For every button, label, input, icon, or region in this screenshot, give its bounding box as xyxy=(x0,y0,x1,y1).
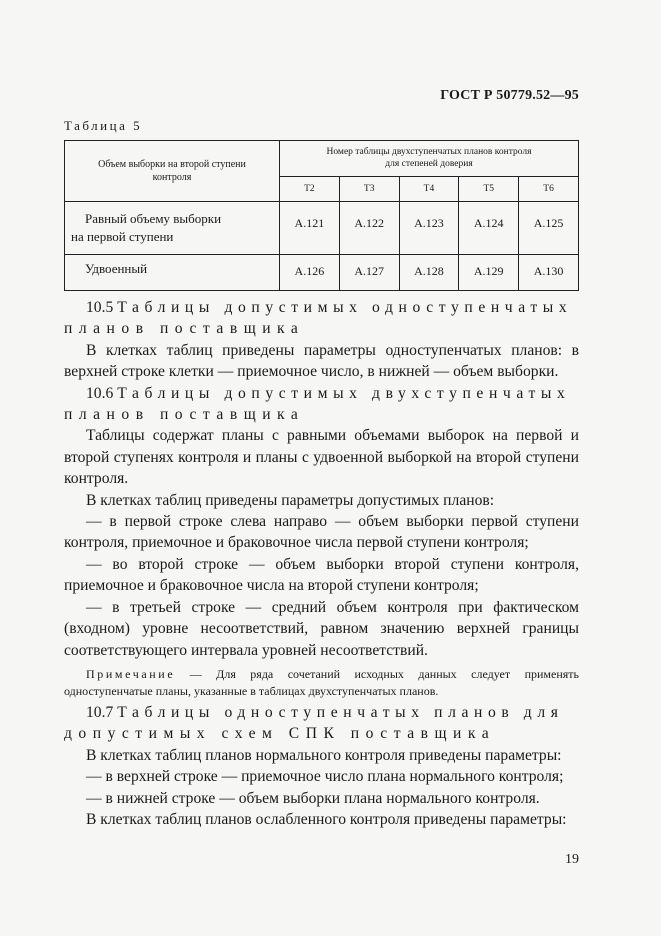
paragraph: — во второй строке — объем выборки второй ступени контроля, приемочное и браковочное числа на второй ступени контроля; xyxy=(64,555,579,595)
note xyxy=(64,666,579,700)
section-number: 10.5 xyxy=(86,299,114,316)
table-caption: Таблица 5 xyxy=(64,118,143,133)
section-10-6-heading-cont xyxy=(64,404,579,425)
document-code-header: ГОСТ Р 50779.52—95 xyxy=(440,88,579,103)
section-title: Таблицы допустимых одноступенчатых xyxy=(117,299,573,316)
section-title: Таблицы одноступенчатых планов для xyxy=(117,703,564,721)
section-title: планов поставщика xyxy=(64,406,305,424)
paragraph: В клетках таблиц планов нормального контроля приведены параметры: xyxy=(86,746,562,764)
section-10-6-heading xyxy=(64,383,579,404)
group-header-table-numbers xyxy=(280,141,579,177)
row-label-line1: Удвоенный xyxy=(85,261,148,276)
table-cell: А.124 xyxy=(459,202,519,255)
table-cell: А.129 xyxy=(459,255,519,291)
paragraph: Таблицы содержат планы с равными объемами выборок на первой и второй ступенях контроля и планы с удвоенной выборкой на второй ступени контроля. xyxy=(64,427,579,488)
section-number: 10.7 xyxy=(86,703,114,721)
row-label xyxy=(65,202,280,255)
sub-header-t2: Т2 xyxy=(280,176,340,201)
row-label-line1: Равный объему выборки xyxy=(85,211,222,226)
paragraph: В клетках таблиц приведены параметры допустимых планов: xyxy=(86,491,495,509)
body-text xyxy=(64,297,579,830)
paragraph: — в третьей строке — средний объем контроля при фактическом (входном) уровне несоответствий, равном значению верхней границы соответствующего интервала уровней несоответствий. xyxy=(64,598,579,659)
table-cell: А.128 xyxy=(399,255,459,291)
table-5 xyxy=(64,140,579,291)
paragraph: — в нижней строке — объем выборки плана нормального контроля. xyxy=(86,789,540,807)
paragraph: — в первой строке слева направо — объем выборки первой ступени контроля, приемочное и браковочное числа первой ступени контроля; xyxy=(64,513,579,552)
section-10-7-heading xyxy=(64,702,579,723)
group-header-line2: для степеней доверия xyxy=(385,159,473,170)
row-label-line2: на первой ступени xyxy=(71,229,174,244)
section-title: Таблицы допустимых двухступенчатых xyxy=(117,384,571,402)
paragraph: — в верхней строке — приемочное число плана нормального контроля; xyxy=(86,768,564,786)
table-cell: А.125 xyxy=(519,202,579,255)
section-title: планов поставщика xyxy=(64,320,305,338)
paragraph: В клетках таблиц планов ослабленного контроля приведены параметры: xyxy=(86,810,567,828)
sub-header-t4: Т4 xyxy=(399,176,459,201)
table-cell: А.130 xyxy=(519,255,579,291)
note-text: — Для ряда сочетаний исходных данных следует применять одноступенчатые планы, указанные в таблицах двухступенчатых планов. xyxy=(64,666,580,698)
section-title: допустимых схем СПК поставщика xyxy=(64,725,496,743)
table-row xyxy=(65,202,579,255)
table-cell: А.121 xyxy=(280,202,340,255)
table-cell: А.127 xyxy=(339,255,399,291)
sub-header-t6: Т6 xyxy=(519,176,579,201)
sub-header-t5: Т5 xyxy=(459,176,519,201)
section-number: 10.6 xyxy=(86,384,114,402)
page-number: 19 xyxy=(565,852,579,867)
column-header-sample-size: Объем выборки на второй ступени контроля xyxy=(65,141,280,202)
table-cell: А.122 xyxy=(339,202,399,255)
row-label xyxy=(65,255,280,291)
paragraph: В клетках таблиц приведены параметры одноступенчатых планов: в верхней строке клетки — приемочное число, в нижней — объем выборки. xyxy=(64,341,579,381)
table-row xyxy=(65,255,579,291)
table-cell: А.123 xyxy=(399,202,459,255)
section-10-5-heading-cont xyxy=(64,318,579,339)
note-label: Примечание xyxy=(86,666,176,681)
section-10-7-heading-cont xyxy=(64,723,579,744)
sub-header-t3: Т3 xyxy=(339,176,399,201)
group-header-line1: Номер таблицы двухступенчатых планов контроля xyxy=(326,147,532,158)
table-cell: А.126 xyxy=(280,255,340,291)
section-10-5-heading xyxy=(64,297,579,318)
